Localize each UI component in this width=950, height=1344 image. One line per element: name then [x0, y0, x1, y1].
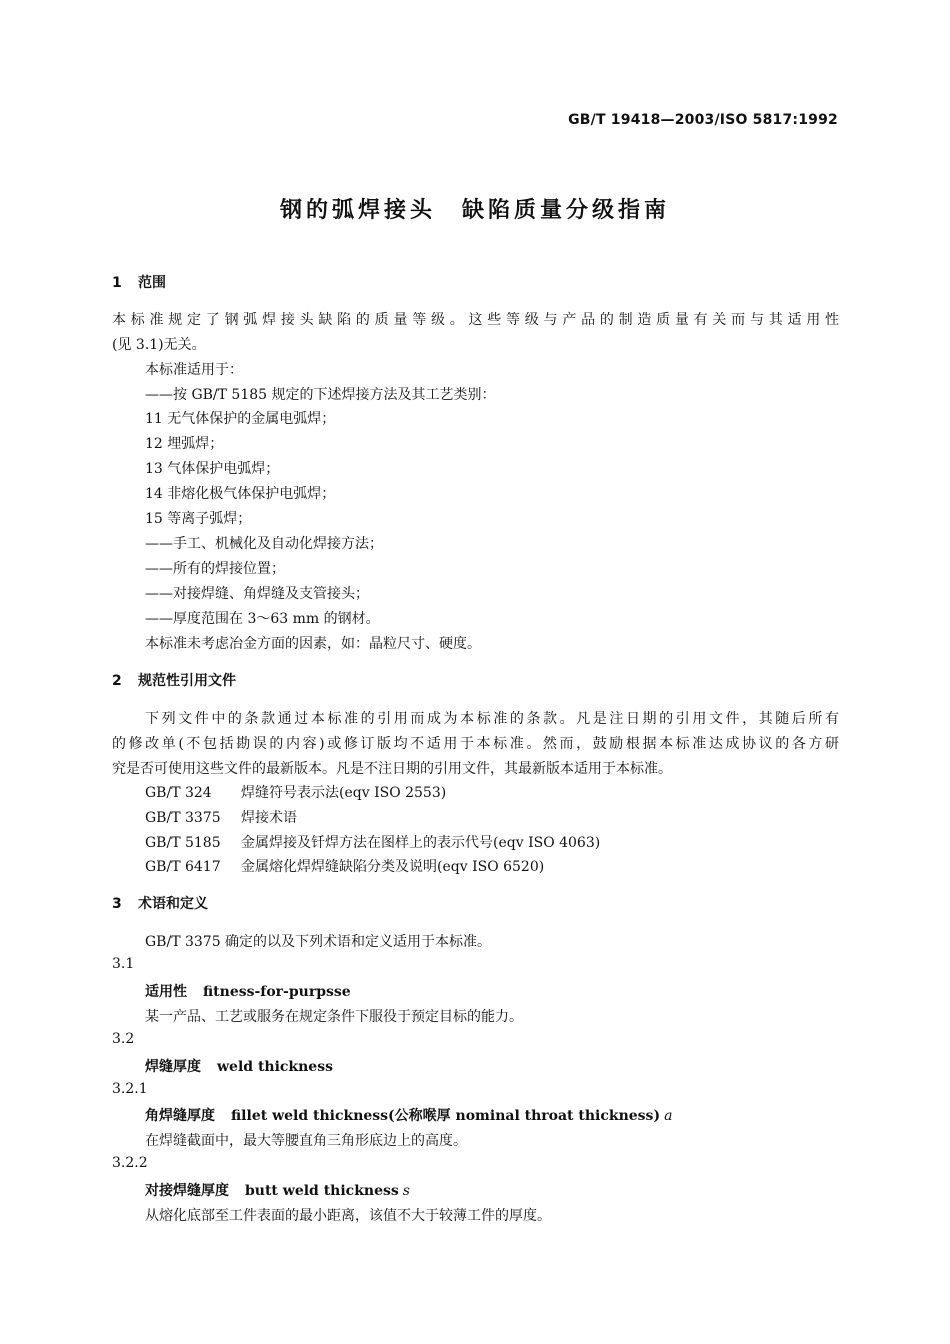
term-entry — [145, 981, 351, 1001]
section-2-heading — [112, 670, 236, 690]
section-title: 术语和定义 — [138, 896, 208, 912]
term-number: 3.1 — [112, 956, 135, 972]
exclusion-line: 本标准未考虑冶金方面的因素，如：晶粒尺寸、硬度。 — [145, 636, 481, 652]
list-item: ——按 GB/T 5185 规定的下述焊接方法及其工艺类别： — [145, 387, 496, 403]
terms-intro-line: GB/T 3375 确定的以及下列术语和定义适用于本标准。 — [145, 934, 492, 950]
reference-code: GB/T 6417 — [145, 859, 221, 875]
list-item: 15 等离子弧焊； — [145, 511, 252, 527]
term-symbol: s — [402, 1183, 410, 1199]
term-entry — [145, 1180, 410, 1200]
scope-paragraph-line: (见 3.1)无关。 — [112, 337, 206, 353]
list-item: ——厚度范围在 3～63 mm 的钢材。 — [145, 611, 380, 627]
section-number: 3 — [112, 896, 122, 912]
list-item: ——所有的焊接位置； — [145, 561, 285, 577]
term-chinese: 适用性 — [145, 984, 187, 1000]
term-number: 3.2.2 — [112, 1155, 148, 1171]
reference-title: 焊缝符号表示法(eqv ISO 2553) — [241, 785, 447, 801]
term-english: butt weld thickness — [245, 1183, 399, 1199]
section-title: 范围 — [138, 275, 166, 291]
term-number: 3.2.1 — [112, 1081, 148, 1097]
document-title: 钢的弧焊接头 缺陷质量分级指南 — [279, 198, 670, 223]
term-definition: 从熔化底部至工件表面的最小距离，该值不大于较薄工件的厚度。 — [145, 1208, 551, 1224]
term-chinese: 对接焊缝厚度 — [145, 1183, 229, 1199]
term-english: fillet weld thickness(公称喉厚 nominal throat thickness) — [231, 1108, 661, 1124]
term-definition: 在焊缝截面中，最大等腰直角三角形底边上的高度。 — [145, 1133, 467, 1149]
term-english: weld thickness — [217, 1059, 333, 1075]
section-number: 2 — [112, 673, 122, 689]
reference-item — [145, 807, 297, 827]
reference-title: 金属焊接及钎焊方法在图样上的表示代号(eqv ISO 4063) — [241, 835, 601, 851]
reference-code: GB/T 324 — [145, 785, 212, 801]
list-item: 13 气体保护电弧焊； — [145, 461, 280, 477]
references-paragraph-line: 的修改单(不包括勘误的内容)或修订版均不适用于本标准。然而，鼓励根据本标准达成协议的各方研 — [112, 736, 839, 752]
term-english: fitness-for-purpsse — [203, 984, 351, 1000]
references-paragraph-line: 究是否可使用这些文件的最新版本。凡是不注日期的引用文件，其最新版本适用于本标准。 — [112, 761, 672, 777]
section-3-heading — [112, 893, 208, 913]
reference-code: GB/T 5185 — [145, 835, 221, 851]
list-item: 12 埋弧焊； — [145, 436, 224, 452]
term-entry — [145, 1105, 672, 1125]
list-item: ——手工、机械化及自动化焊接方法； — [145, 536, 383, 552]
applies-to-line: 本标准适用于： — [145, 362, 243, 378]
section-title: 规范性引用文件 — [138, 673, 236, 689]
reference-item — [145, 832, 600, 852]
term-entry — [145, 1056, 333, 1076]
section-number: 1 — [112, 275, 122, 291]
standard-code-header: GB/T 19418—2003/ISO 5817:1992 — [568, 112, 838, 128]
reference-code: GB/T 3375 — [145, 810, 221, 826]
term-chinese: 焊缝厚度 — [145, 1059, 201, 1075]
term-definition: 某一产品、工艺或服务在规定条件下服役于预定目标的能力。 — [145, 1009, 523, 1025]
list-item: 11 无气体保护的金属电弧焊； — [145, 411, 336, 427]
reference-item — [145, 782, 446, 802]
term-number: 3.2 — [112, 1031, 135, 1047]
list-item: 14 非熔化极气体保护电弧焊； — [145, 486, 336, 502]
section-1-heading — [112, 272, 166, 292]
reference-title: 焊接术语 — [241, 810, 297, 826]
reference-title: 金属熔化焊焊缝缺陷分类及说明(eqv ISO 6520) — [241, 859, 545, 875]
scope-paragraph-line: 本标准规定了钢弧焊接头缺陷的质量等级。这些等级与产品的制造质量有关而与其适用性 — [112, 312, 839, 328]
reference-item — [145, 856, 544, 876]
list-item: ——对接焊缝、角焊缝及支管接头； — [145, 586, 369, 602]
term-chinese: 角焊缝厚度 — [145, 1108, 215, 1124]
references-paragraph-line: 下列文件中的条款通过本标准的引用而成为本标准的条款。凡是注日期的引用文件，其随后所有 — [145, 711, 839, 727]
term-symbol: a — [664, 1108, 673, 1124]
